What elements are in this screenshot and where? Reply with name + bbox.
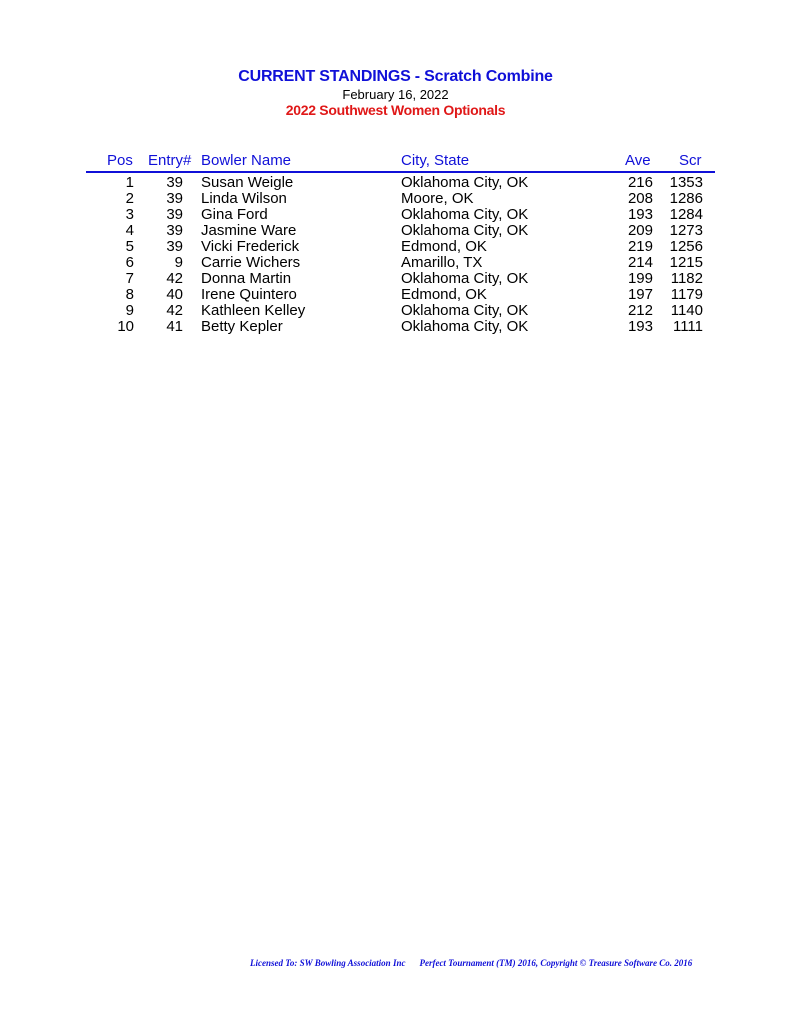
row-bowler-name: Betty Kepler (201, 318, 283, 335)
footer (250, 958, 692, 968)
row-entry: 42 (166, 270, 183, 287)
row-city-state: Oklahoma City, OK (401, 318, 529, 335)
column-header-ave: Ave (625, 152, 651, 169)
row-bowler-name: Vicki Frederick (201, 238, 300, 255)
column-header-name: Bowler Name (201, 152, 292, 169)
row-bowler-name: Linda Wilson (201, 190, 287, 207)
row-entry: 39 (166, 206, 183, 223)
row-score: 1215 (669, 254, 703, 271)
row-city-state: Oklahoma City, OK (401, 174, 529, 191)
row-pos: 4 (125, 222, 134, 239)
table-row (0, 239, 791, 255)
table-row (0, 303, 791, 319)
row-bowler-name: Gina Ford (201, 206, 268, 223)
table-row (0, 255, 791, 271)
row-bowler-name: Carrie Wichers (201, 254, 301, 271)
column-header-pos: Pos (107, 152, 133, 169)
row-average: 193 (627, 318, 653, 335)
row-pos: 5 (125, 238, 134, 255)
row-pos: 3 (125, 206, 134, 223)
row-entry: 9 (174, 254, 183, 271)
row-pos: 6 (125, 254, 134, 271)
row-score: 1273 (669, 222, 703, 239)
column-header-entry: Entry# (148, 152, 192, 169)
table-row (0, 319, 791, 335)
row-score: 1256 (669, 238, 703, 255)
row-pos: 10 (117, 318, 134, 335)
row-entry: 41 (166, 318, 183, 335)
table-row (0, 207, 791, 223)
table-row (0, 271, 791, 287)
row-city-state: Oklahoma City, OK (401, 206, 529, 223)
table-row (0, 191, 791, 207)
row-score: 1179 (670, 286, 703, 303)
row-score: 1284 (669, 206, 703, 223)
row-average: 197 (627, 286, 653, 303)
row-average: 219 (627, 238, 653, 255)
tournament-name: 2022 Southwest Women Optionals (285, 102, 506, 118)
row-pos: 8 (125, 286, 134, 303)
row-average: 193 (627, 206, 653, 223)
table-row (0, 175, 791, 191)
row-city-state: Edmond, OK (401, 286, 487, 303)
row-entry: 40 (166, 286, 183, 303)
footer-license: Licensed To: SW Bowling Association Inc (250, 958, 406, 968)
footer-copyright: Perfect Tournament (TM) 2016, Copyright © Treasure Software Co. 2016 (419, 958, 693, 968)
row-score: 1140 (670, 302, 703, 319)
row-average: 209 (627, 222, 653, 239)
row-pos: 1 (125, 174, 134, 191)
row-city-state: Oklahoma City, OK (401, 222, 529, 239)
row-average: 216 (627, 174, 653, 191)
row-bowler-name: Donna Martin (201, 270, 292, 287)
row-score: 1182 (670, 270, 703, 287)
row-city-state: Oklahoma City, OK (401, 302, 529, 319)
standings-table (0, 175, 791, 335)
row-city-state: Oklahoma City, OK (401, 270, 529, 287)
row-entry: 42 (166, 302, 183, 319)
row-entry: 39 (166, 190, 183, 207)
column-header-scr: Scr (679, 152, 702, 169)
row-pos: 7 (125, 270, 134, 287)
row-score: 1111 (672, 318, 703, 335)
row-score: 1353 (669, 174, 703, 191)
row-average: 208 (627, 190, 653, 207)
row-bowler-name: Kathleen Kelley (201, 302, 306, 319)
row-bowler-name: Jasmine Ware (201, 222, 297, 239)
row-pos: 9 (125, 302, 134, 319)
row-average: 199 (627, 270, 653, 287)
row-entry: 39 (166, 222, 183, 239)
row-bowler-name: Susan Weigle (201, 174, 294, 191)
table-row (0, 223, 791, 239)
column-header-city: City, State (401, 152, 470, 169)
table-row (0, 287, 791, 303)
row-score: 1286 (669, 190, 703, 207)
row-entry: 39 (166, 174, 183, 191)
row-average: 214 (627, 254, 653, 271)
row-city-state: Moore, OK (401, 190, 474, 207)
header-divider (86, 171, 715, 173)
row-entry: 39 (166, 238, 183, 255)
row-city-state: Amarillo, TX (401, 254, 483, 271)
report-date: February 16, 2022 (342, 87, 449, 102)
row-city-state: Edmond, OK (401, 238, 487, 255)
row-bowler-name: Irene Quintero (201, 286, 297, 303)
page-title: CURRENT STANDINGS - Scratch Combine (238, 68, 553, 85)
row-pos: 2 (125, 190, 134, 207)
row-average: 212 (627, 302, 653, 319)
